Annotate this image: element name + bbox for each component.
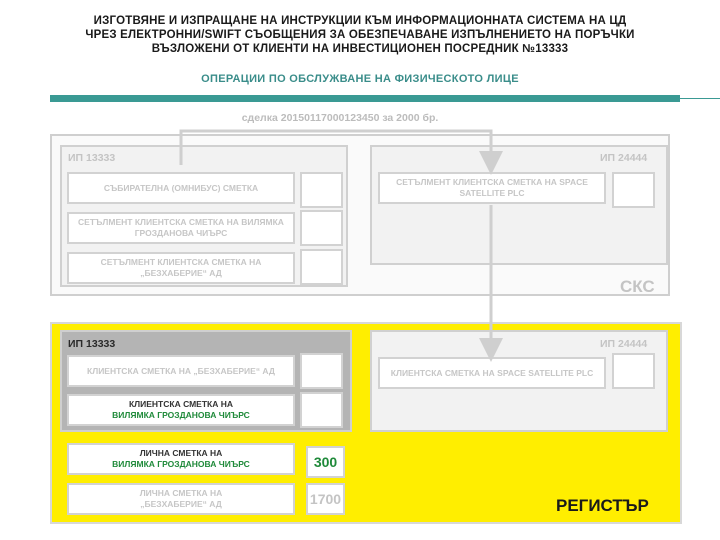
- personal-account-chiars-line1: ЛИЧНА СМЕТКА НА: [139, 448, 223, 458]
- sks-settlement-account-space-satellite: СЕТЪЛМЕНТ КЛИЕНТСКА СМЕТКА НА SPACE SATELLITE PLC: [378, 172, 606, 204]
- title-line-3: ВЪЗЛОЖЕНИ ОТ КЛИЕНТИ НА ИНВЕСТИЦИОНЕН ПОСРЕДНИК №13333: [151, 43, 569, 55]
- sks-settlement-account-chiars: СЕТЪЛМЕНТ КЛИЕНТСКА СМЕТКА НА ВИЛЯМКА ГРОЗДАНОВА ЧИЪРС: [67, 212, 295, 244]
- subtitle: ОПЕРАЦИИ ПО ОБСЛУЖВАНЕ НА ФИЗИЧЕСКОТО ЛИЦЕ: [201, 73, 519, 85]
- title-line-2: ЧРЕЗ ЕЛЕКТРОННИ/SWIFT СЪОБЩЕНИЯ ЗА ОБЕЗПЕЧАВАНЕ ИЗПЪЛНЕНИЕТО НА ПОРЪЧКИ: [85, 29, 635, 41]
- personal-account-chiars-quantity: 300: [306, 446, 345, 478]
- registry-label: РЕГИСТЪР: [556, 496, 649, 515]
- sks-label: СКС: [620, 277, 655, 296]
- sks-left-group-label: ИП 13333: [68, 152, 116, 164]
- registry-client-account-chiars-line2: ВИЛЯМКА ГРОЗДАНОВА ЧИЪРС: [112, 410, 250, 420]
- registry-client-account-chiars-line1: КЛИЕНТСКА СМЕТКА НА: [128, 399, 234, 409]
- sks-omnibus-account: СЪБИРАТЕЛНА (ОМНИБУС) СМЕТКА: [67, 172, 295, 204]
- personal-account-bezhaberie-line1: ЛИЧНА СМЕТКА НА: [139, 488, 223, 498]
- sks-settlement-account-bezhaberie: СЕТЪЛМЕНТ КЛИЕНТСКА СМЕТКА НА „БЕЗХАБЕРИЕ“ АД: [67, 252, 295, 284]
- personal-account-bezhaberie-line2: „БЕЗХАБЕРИЕ“ АД: [140, 499, 222, 509]
- registry-left-group-label: ИП 13333: [68, 338, 116, 350]
- registry-client-account-space-satellite: КЛИЕНТСКА СМЕТКА НА SPACE SATELLITE PLC: [378, 357, 606, 389]
- title-line-1: ИЗГОТВЯНЕ И ИЗПРАЩАНЕ НА ИНСТРУКЦИИ КЪМ ИНФОРМАЦИОННАТА СИСТЕМА НА ЦД: [93, 15, 627, 27]
- registry-client-account-bezhaberie: КЛИЕНТСКА СМЕТКА НА „БЕЗХАБЕРИЕ“ АД: [67, 355, 295, 387]
- deal-label: сделка 20150117000123450 за 2000 бр.: [241, 112, 439, 124]
- deal-transfer-arrow-sks: [181, 131, 491, 165]
- personal-account-bezhaberie-quantity: 1700: [306, 483, 345, 515]
- personal-account-chiars-line2: ВИЛЯМКА ГРОЗДАНОВА ЧИЪРС: [112, 459, 250, 469]
- sks-right-group-label: ИП 24444: [600, 152, 648, 164]
- registry-right-group-label: ИП 24444: [600, 338, 648, 350]
